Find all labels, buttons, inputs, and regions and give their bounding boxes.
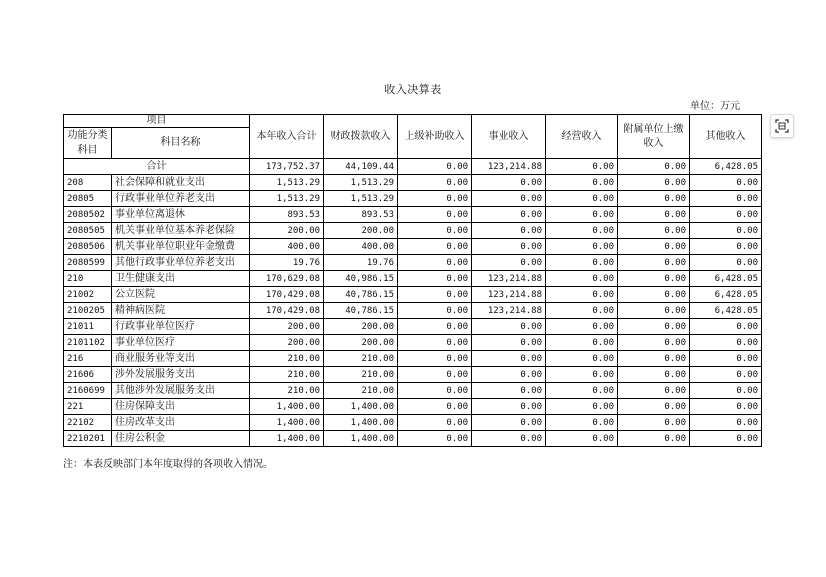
col-header: 经营收入 xyxy=(546,115,618,159)
subject-name-cell: 行政事业单位养老支出 xyxy=(112,191,250,207)
amount-cell: 0.00 xyxy=(546,431,618,447)
amount-cell: 0.00 xyxy=(618,255,690,271)
func-code-cell: 21011 xyxy=(64,319,112,335)
amount-cell: 170,429.08 xyxy=(250,287,324,303)
amount-cell: 0.00 xyxy=(472,239,546,255)
amount-cell: 0.00 xyxy=(472,399,546,415)
subject-name-cell: 公立医院 xyxy=(112,287,250,303)
amount-cell: 0.00 xyxy=(398,431,472,447)
amount-cell: 1,400.00 xyxy=(250,399,324,415)
amount-cell: 1,400.00 xyxy=(250,431,324,447)
amount-cell: 0.00 xyxy=(398,367,472,383)
amount-cell: 0.00 xyxy=(472,431,546,447)
func-code-cell: 2160699 xyxy=(64,383,112,399)
amount-cell: 0.00 xyxy=(472,415,546,431)
table-row xyxy=(64,207,762,223)
document-title: 收入决算表 xyxy=(384,83,442,96)
func-code-cell: 210 xyxy=(64,271,112,287)
subject-name-cell: 行政事业单位医疗 xyxy=(112,319,250,335)
amount-cell: 6,428.05 xyxy=(690,271,762,287)
amount-cell: 170,629.08 xyxy=(250,271,324,287)
amount-cell: 200.00 xyxy=(250,335,324,351)
subject-name-cell: 精神病医院 xyxy=(112,303,250,319)
total-cell: 0.00 xyxy=(618,159,690,175)
func-code-cell: 2101102 xyxy=(64,335,112,351)
amount-cell: 170,429.08 xyxy=(250,303,324,319)
amount-cell: 0.00 xyxy=(618,287,690,303)
table-row xyxy=(64,335,762,351)
table-row xyxy=(64,191,762,207)
subject-name-cell: 其他涉外发展服务支出 xyxy=(112,383,250,399)
total-label: 合计 xyxy=(64,159,250,175)
amount-cell: 0.00 xyxy=(546,191,618,207)
func-code-cell: 2080505 xyxy=(64,223,112,239)
table-row xyxy=(64,175,762,191)
subject-name-cell: 机关事业单位职业年金缴费 xyxy=(112,239,250,255)
amount-cell: 0.00 xyxy=(472,255,546,271)
subject-name-cell: 机关事业单位基本养老保险 xyxy=(112,223,250,239)
unit-label: 单位：万元 xyxy=(690,101,740,112)
amount-cell: 0.00 xyxy=(398,399,472,415)
amount-cell: 893.53 xyxy=(250,207,324,223)
amount-cell: 0.00 xyxy=(546,239,618,255)
amount-cell: 0.00 xyxy=(618,239,690,255)
amount-cell: 0.00 xyxy=(618,223,690,239)
amount-cell: 1,400.00 xyxy=(250,415,324,431)
amount-cell: 0.00 xyxy=(398,415,472,431)
amount-cell: 40,786.15 xyxy=(324,287,398,303)
table-row xyxy=(64,367,762,383)
subject-name-header: 科目名称 xyxy=(112,128,250,159)
amount-cell: 1,400.00 xyxy=(324,399,398,415)
total-cell: 0.00 xyxy=(546,159,618,175)
amount-cell: 40,786.15 xyxy=(324,303,398,319)
amount-cell: 0.00 xyxy=(398,175,472,191)
table-row xyxy=(64,239,762,255)
amount-cell: 123,214.88 xyxy=(472,271,546,287)
amount-cell: 210.00 xyxy=(250,351,324,367)
table-row xyxy=(64,255,762,271)
amount-cell: 0.00 xyxy=(690,351,762,367)
amount-cell: 0.00 xyxy=(472,351,546,367)
table-row xyxy=(64,351,762,367)
amount-cell: 0.00 xyxy=(398,287,472,303)
amount-cell: 0.00 xyxy=(472,223,546,239)
amount-cell: 200.00 xyxy=(324,319,398,335)
amount-cell: 0.00 xyxy=(398,335,472,351)
total-cell: 173,752.37 xyxy=(250,159,324,175)
amount-cell: 1,513.29 xyxy=(250,175,324,191)
col-header: 其他收入 xyxy=(690,115,762,159)
amount-cell: 0.00 xyxy=(618,383,690,399)
amount-cell: 0.00 xyxy=(618,335,690,351)
amount-cell: 0.00 xyxy=(546,399,618,415)
table-row xyxy=(64,287,762,303)
func-code-cell: 21606 xyxy=(64,367,112,383)
amount-cell: 0.00 xyxy=(398,271,472,287)
func-code-cell: 20805 xyxy=(64,191,112,207)
amount-cell: 0.00 xyxy=(690,383,762,399)
amount-cell: 0.00 xyxy=(618,191,690,207)
amount-cell: 0.00 xyxy=(472,367,546,383)
table-row xyxy=(64,319,762,335)
func-code-cell: 22102 xyxy=(64,415,112,431)
amount-cell: 0.00 xyxy=(546,415,618,431)
amount-cell: 0.00 xyxy=(546,303,618,319)
amount-cell: 0.00 xyxy=(690,207,762,223)
amount-cell: 0.00 xyxy=(690,191,762,207)
amount-cell: 6,428.05 xyxy=(690,303,762,319)
crop-scan-icon[interactable] xyxy=(770,114,794,138)
subject-name-cell: 住房公积金 xyxy=(112,431,250,447)
amount-cell: 0.00 xyxy=(398,255,472,271)
amount-cell: 19.76 xyxy=(250,255,324,271)
amount-cell: 0.00 xyxy=(546,335,618,351)
amount-cell: 0.00 xyxy=(472,335,546,351)
subject-name-cell: 涉外发展服务支出 xyxy=(112,367,250,383)
table-row xyxy=(64,415,762,431)
amount-cell: 400.00 xyxy=(250,239,324,255)
subject-name-cell: 商业服务业等支出 xyxy=(112,351,250,367)
table-row xyxy=(64,303,762,319)
amount-cell: 0.00 xyxy=(398,191,472,207)
amount-cell: 0.00 xyxy=(398,303,472,319)
func-code-cell: 221 xyxy=(64,399,112,415)
amount-cell: 0.00 xyxy=(618,367,690,383)
amount-cell: 1,400.00 xyxy=(324,431,398,447)
amount-cell: 1,513.29 xyxy=(324,175,398,191)
income-table xyxy=(63,114,762,447)
total-cell: 0.00 xyxy=(398,159,472,175)
func-code-header: 功能分类科目 xyxy=(64,128,112,159)
amount-cell: 0.00 xyxy=(398,239,472,255)
amount-cell: 0.00 xyxy=(690,319,762,335)
amount-cell: 123,214.88 xyxy=(472,287,546,303)
amount-cell: 0.00 xyxy=(690,399,762,415)
amount-cell: 0.00 xyxy=(618,319,690,335)
amount-cell: 210.00 xyxy=(324,351,398,367)
amount-cell: 0.00 xyxy=(472,207,546,223)
col-header: 上级补助收入 xyxy=(398,115,472,159)
table-row xyxy=(64,399,762,415)
project-header: 项目 xyxy=(64,115,250,128)
amount-cell: 0.00 xyxy=(398,351,472,367)
func-code-cell: 2080599 xyxy=(64,255,112,271)
amount-cell: 0.00 xyxy=(546,207,618,223)
col-header: 附属单位上缴收入 xyxy=(618,115,690,159)
amount-cell: 0.00 xyxy=(618,399,690,415)
amount-cell: 0.00 xyxy=(618,351,690,367)
amount-cell: 0.00 xyxy=(546,175,618,191)
amount-cell: 200.00 xyxy=(324,223,398,239)
amount-cell: 0.00 xyxy=(472,191,546,207)
amount-cell: 19.76 xyxy=(324,255,398,271)
subject-name-cell: 卫生健康支出 xyxy=(112,271,250,287)
total-cell: 44,109.44 xyxy=(324,159,398,175)
func-code-cell: 2080506 xyxy=(64,239,112,255)
amount-cell: 0.00 xyxy=(398,383,472,399)
amount-cell: 123,214.88 xyxy=(472,303,546,319)
amount-cell: 200.00 xyxy=(324,335,398,351)
amount-cell: 0.00 xyxy=(546,319,618,335)
amount-cell: 210.00 xyxy=(250,383,324,399)
amount-cell: 0.00 xyxy=(472,383,546,399)
col-header: 财政拨款收入 xyxy=(324,115,398,159)
amount-cell: 0.00 xyxy=(546,271,618,287)
subject-name-cell: 社会保障和就业支出 xyxy=(112,175,250,191)
table-row xyxy=(64,271,762,287)
amount-cell: 0.00 xyxy=(618,271,690,287)
func-code-cell: 216 xyxy=(64,351,112,367)
amount-cell: 210.00 xyxy=(324,383,398,399)
amount-cell: 1,513.29 xyxy=(324,191,398,207)
amount-cell: 0.00 xyxy=(398,319,472,335)
table-note: 注：本表反映部门本年度取得的各项收入情况。 xyxy=(63,459,273,470)
total-row xyxy=(64,159,762,175)
table-row xyxy=(64,431,762,447)
amount-cell: 1,400.00 xyxy=(324,415,398,431)
amount-cell: 893.53 xyxy=(324,207,398,223)
table-row xyxy=(64,383,762,399)
amount-cell: 0.00 xyxy=(690,239,762,255)
amount-cell: 210.00 xyxy=(250,367,324,383)
amount-cell: 210.00 xyxy=(324,367,398,383)
table-row xyxy=(64,223,762,239)
amount-cell: 200.00 xyxy=(250,223,324,239)
subject-name-cell: 事业单位离退休 xyxy=(112,207,250,223)
func-code-cell: 2210201 xyxy=(64,431,112,447)
total-cell: 123,214.88 xyxy=(472,159,546,175)
amount-cell: 0.00 xyxy=(398,223,472,239)
amount-cell: 0.00 xyxy=(546,367,618,383)
amount-cell: 400.00 xyxy=(324,239,398,255)
amount-cell: 0.00 xyxy=(690,255,762,271)
amount-cell: 0.00 xyxy=(618,207,690,223)
amount-cell: 0.00 xyxy=(618,415,690,431)
amount-cell: 0.00 xyxy=(546,255,618,271)
amount-cell: 1,513.29 xyxy=(250,191,324,207)
func-code-cell: 2080502 xyxy=(64,207,112,223)
func-code-cell: 2100205 xyxy=(64,303,112,319)
amount-cell: 0.00 xyxy=(618,303,690,319)
col-header: 事业收入 xyxy=(472,115,546,159)
amount-cell: 0.00 xyxy=(690,415,762,431)
amount-cell: 0.00 xyxy=(398,207,472,223)
amount-cell: 0.00 xyxy=(546,223,618,239)
col-header: 本年收入合计 xyxy=(250,115,324,159)
amount-cell: 0.00 xyxy=(690,335,762,351)
amount-cell: 0.00 xyxy=(690,175,762,191)
amount-cell: 40,986.15 xyxy=(324,271,398,287)
amount-cell: 0.00 xyxy=(690,431,762,447)
amount-cell: 0.00 xyxy=(618,175,690,191)
subject-name-cell: 其他行政事业单位养老支出 xyxy=(112,255,250,271)
subject-name-cell: 住房保障支出 xyxy=(112,399,250,415)
func-code-cell: 208 xyxy=(64,175,112,191)
amount-cell: 0.00 xyxy=(546,287,618,303)
amount-cell: 0.00 xyxy=(472,175,546,191)
amount-cell: 0.00 xyxy=(618,431,690,447)
func-code-cell: 21002 xyxy=(64,287,112,303)
amount-cell: 0.00 xyxy=(546,351,618,367)
amount-cell: 200.00 xyxy=(250,319,324,335)
amount-cell: 0.00 xyxy=(546,383,618,399)
subject-name-cell: 事业单位医疗 xyxy=(112,335,250,351)
total-cell: 6,428.05 xyxy=(690,159,762,175)
amount-cell: 0.00 xyxy=(690,223,762,239)
amount-cell: 0.00 xyxy=(690,367,762,383)
amount-cell: 6,428.05 xyxy=(690,287,762,303)
subject-name-cell: 住房改革支出 xyxy=(112,415,250,431)
amount-cell: 0.00 xyxy=(472,319,546,335)
